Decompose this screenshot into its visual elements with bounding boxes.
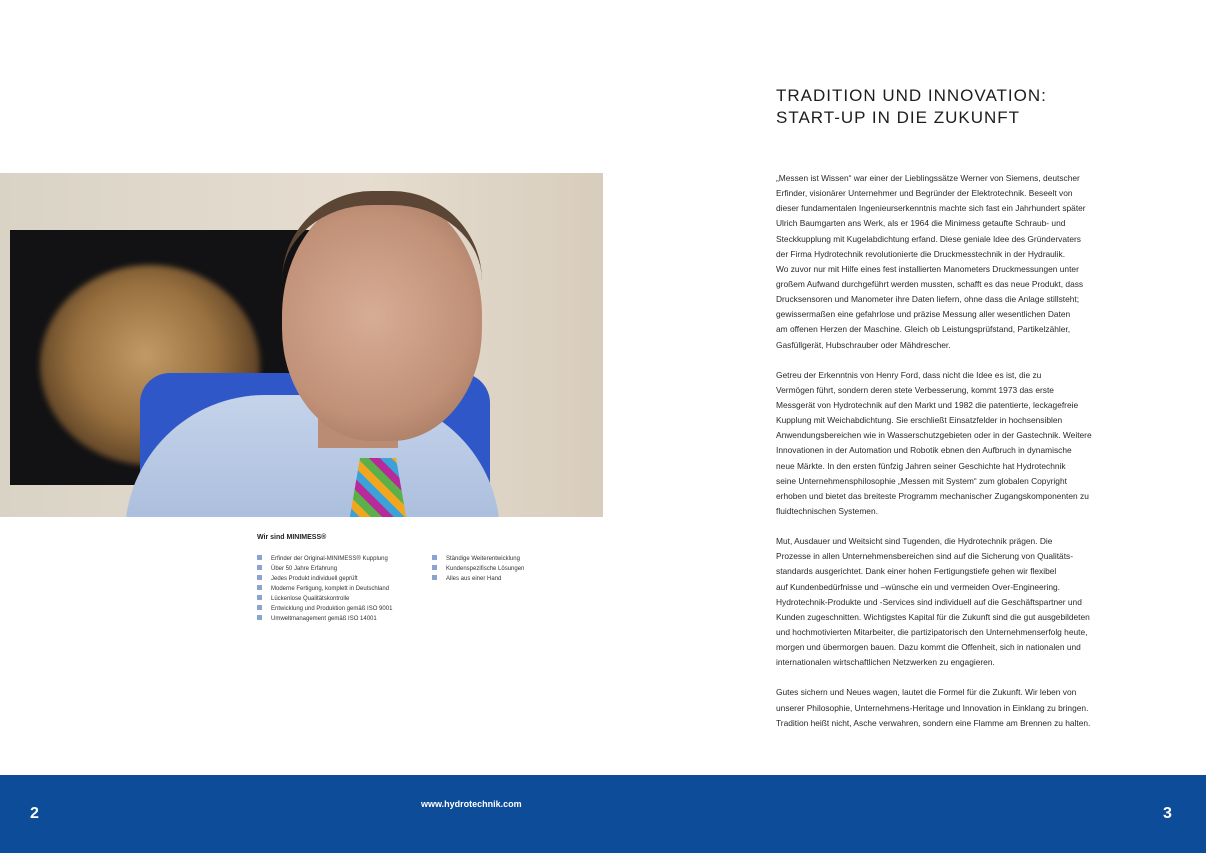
body-line: internationalen wirtschaftlichen Netzwerken zu engagieren. xyxy=(776,657,995,668)
bullet-list-right xyxy=(432,554,524,584)
body-line: Erfinder, visionärer Unternehmer und Begründer der Elektrotechnik. Beseelt von xyxy=(776,188,1073,199)
body-line: am offenen Herzen der Maschine. Gleich ob Leistungsprüfstand, Partikelzähler, xyxy=(776,324,1071,335)
body-line: Kupplung mit Weichabdichtung. Sie erschließt Einsatzfelder in hochsensiblen xyxy=(776,415,1063,426)
square-bullet-icon xyxy=(257,595,262,600)
body-line: morgen und übermorgen bauen. Dazu kommt die Offenheit, sich in nationalen und xyxy=(776,642,1081,653)
square-bullet-icon xyxy=(257,555,262,560)
bullet-item: Über 50 Jahre Erfahrung xyxy=(257,564,392,574)
square-bullet-icon xyxy=(432,555,437,560)
body-paragraph xyxy=(776,171,1136,353)
square-bullet-icon xyxy=(432,565,437,570)
portrait-photo xyxy=(0,173,603,517)
body-text xyxy=(776,171,1136,746)
body-line: unserer Philosophie, Unternehmens-Heritage und Innovation in Einklang zu bringen. xyxy=(776,702,1089,713)
square-bullet-icon xyxy=(257,565,262,570)
body-line: Vermögen führt, sondern deren stete Verbesserung, kommt 1973 das erste xyxy=(776,384,1054,395)
square-bullet-icon xyxy=(257,575,262,580)
body-line: der Firma Hydrotechnik revolutionierte die Druckmesstechnik in der Hydraulik. xyxy=(776,248,1066,259)
bullet-item: Moderne Fertigung, komplett in Deutschland xyxy=(257,584,392,594)
body-line: großem Aufwand durchgeführt werden mussten, schafft es das neue Produkt, dass xyxy=(776,278,1084,289)
body-line: Getreu der Erkenntnis von Henry Ford, dass nicht die Idee es ist, die zu xyxy=(776,369,1042,380)
page-title xyxy=(776,85,1047,129)
body-line: erhoben und bietet das breiteste Programm mechanischer Zugangskomponenten zu xyxy=(776,490,1089,501)
bullet-list-left xyxy=(257,554,392,624)
bullet-item: Erfinder der Original-MINIMESS® Kupplung xyxy=(257,554,392,564)
body-line: Ulrich Baumgarten ans Werk, als er 1964 die Minimess getaufte Schraub- und xyxy=(776,218,1066,229)
body-line: auf Kundenbedürfnisse und –wünsche ein und vermeiden Over-Engineering. xyxy=(776,581,1061,592)
title-line-1: TRADITION UND INNOVATION: xyxy=(776,86,1047,105)
bullet-item: Ständige Weiterentwicklung xyxy=(432,554,524,564)
body-line: seine Unternehmensphilosophie „Messen mit System“ zum globalen Copyright xyxy=(776,475,1067,486)
body-line: fluidtechnischen Systemen. xyxy=(776,505,878,516)
body-line: Tradition heißt nicht, Asche verwahren, sondern eine Flamme am Brennen zu halten. xyxy=(776,717,1091,728)
page-number-left: 2 xyxy=(30,805,39,822)
body-line: Innovationen in der Automation und Robotik ebnen den Aufbruch in dynamische xyxy=(776,445,1072,456)
body-line: Prozesse in allen Unternehmensbereichen sind auf die Sicherung von Qualitäts- xyxy=(776,551,1074,562)
body-line: „Messen ist Wissen“ war einer der Lieblingssätze Werner von Siemens, deutscher xyxy=(776,173,1080,183)
bullet-item: Entwicklung und Produktion gemäß ISO 9001 xyxy=(257,604,392,614)
website-link[interactable]: www.hydrotechnik.com xyxy=(421,799,522,809)
body-paragraph xyxy=(776,368,1136,519)
body-line: dieser fundamentalen Ingenieurserkenntnis machte sich fast ein Jahrhundert später xyxy=(776,203,1086,214)
body-line: Wo zuvor nur mit Hilfe eines fest installierten Manometers Druckmessungen unter xyxy=(776,263,1079,274)
bullet-list-title: Wir sind MINIMESS® xyxy=(257,534,327,541)
body-line: und hochmotivierten Mitarbeiter, die partizipatorisch den Unternehmenserfolg heute, xyxy=(776,626,1088,637)
square-bullet-icon xyxy=(257,605,262,610)
page-number-right: 3 xyxy=(1163,805,1172,822)
square-bullet-icon xyxy=(432,575,437,580)
body-line: Hydrotechnik-Produkte und -Services sind individuell auf die Geschäftspartner und xyxy=(776,596,1082,607)
body-line: Drucksensoren und Manometer ihre Daten liefern, ohne dass die Anlage stillsteht; xyxy=(776,294,1080,305)
body-paragraph xyxy=(776,685,1136,730)
body-line: Gutes sichern und Neues wagen, lautet die Formel für die Zukunft. Wir leben von xyxy=(776,687,1077,698)
bullet-item: Umweltmanagement gemäß ISO 14001 xyxy=(257,614,392,624)
bullet-item: Kundenspezifische Lösungen xyxy=(432,564,524,574)
body-line: Messgerät von Hydrotechnik auf den Markt und 1982 die patentierte, leckagefreie xyxy=(776,399,1079,410)
body-paragraph xyxy=(776,534,1136,670)
body-line: Steckkupplung mit Kugelabdichtung erfand. Diese geniale Idee des Gründervaters xyxy=(776,233,1081,244)
body-line: Kunden zugeschnitten. Wichtigstes Kapital für die Zukunft sind die gut ausgebildeten xyxy=(776,611,1090,622)
square-bullet-icon xyxy=(257,585,262,590)
body-line: Mut, Ausdauer und Weitsicht sind Tugenden, die Hydrotechnik prägen. Die xyxy=(776,536,1053,547)
bullet-item: Jedes Produkt individuell geprüft xyxy=(257,574,392,584)
body-line: standards ausgerichtet. Dank einer hohen Fertigungstiefe gehen wir flexibel xyxy=(776,566,1057,577)
bullet-item: Alles aus einer Hand xyxy=(432,574,524,584)
footer-bar xyxy=(0,775,1206,853)
hair xyxy=(282,191,482,281)
square-bullet-icon xyxy=(257,615,262,620)
body-line: Gasfüllgerät, Hubschrauber oder Mähdrescher. xyxy=(776,339,951,350)
title-line-2: START-UP IN DIE ZUKUNFT xyxy=(776,108,1021,127)
body-line: neue Märkte. In den ersten fünfzig Jahren seiner Geschichte hat Hydrotechnik xyxy=(776,460,1066,471)
bullet-item: Lückenlose Qualitätskontrolle xyxy=(257,594,392,604)
body-line: Anwendungsbereichen wie in Wasserschutzgebieten oder in der Gastechnik. Weitere xyxy=(776,430,1092,441)
body-line: gewissermaßen eine gefahrlose und präzise Messung aller wesentlichen Daten xyxy=(776,309,1071,320)
